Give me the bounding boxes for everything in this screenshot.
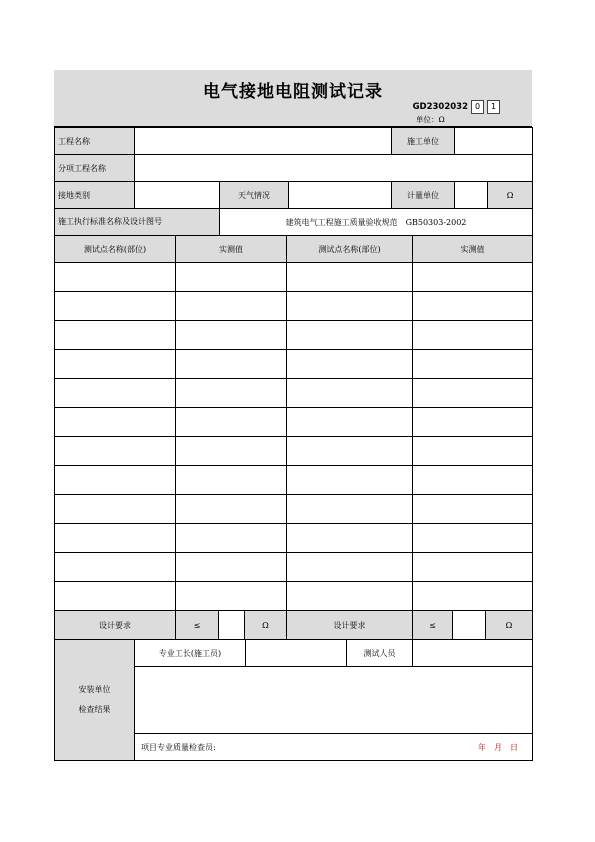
col-value-1: 实测值	[176, 236, 287, 263]
le-sign-1: ≤	[176, 611, 219, 640]
value-cell[interactable]	[176, 292, 287, 321]
value-cell[interactable]	[413, 466, 533, 495]
info-table	[54, 127, 533, 236]
table-row	[55, 379, 533, 408]
table-row	[55, 524, 533, 553]
section-label-line-2: 检查结果	[78, 705, 111, 714]
weather-field[interactable]	[289, 182, 392, 209]
value-cell[interactable]	[413, 292, 533, 321]
value-cell[interactable]	[176, 321, 287, 350]
design-table	[54, 610, 533, 640]
point-cell[interactable]	[55, 408, 176, 437]
contractor-label: 施工单位	[392, 128, 455, 155]
value-cell[interactable]	[176, 350, 287, 379]
point-cell[interactable]	[287, 495, 413, 524]
point-cell[interactable]	[287, 582, 413, 611]
col-value-2: 实测值	[413, 236, 533, 263]
point-cell[interactable]	[55, 495, 176, 524]
section-label-line-1: 安装单位	[78, 685, 111, 694]
value-cell[interactable]	[176, 263, 287, 292]
unit-label: 单位：Ω	[416, 115, 445, 124]
value-cell[interactable]	[413, 553, 533, 582]
point-cell[interactable]	[287, 408, 413, 437]
table-row	[55, 292, 533, 321]
ground-type-label: 接地类别	[55, 182, 135, 209]
value-cell[interactable]	[176, 379, 287, 408]
row-project	[55, 128, 533, 155]
row-ground	[55, 182, 533, 209]
sub-project-label: 分项工程名称	[55, 155, 135, 182]
form-sheet	[54, 70, 532, 761]
measure-table	[54, 235, 533, 611]
value-cell[interactable]	[413, 437, 533, 466]
table-row	[55, 437, 533, 466]
le-sign-2: ≤	[413, 611, 453, 640]
value-cell[interactable]	[413, 379, 533, 408]
table-row	[55, 263, 533, 292]
row-standard	[55, 209, 533, 236]
inspector-label: 项目专业质量检查员:	[141, 742, 216, 752]
form-code-row	[413, 101, 500, 113]
value-cell[interactable]	[176, 524, 287, 553]
value-cell[interactable]	[413, 350, 533, 379]
sub-project-field[interactable]	[135, 155, 533, 182]
point-cell[interactable]	[55, 379, 176, 408]
point-cell[interactable]	[287, 321, 413, 350]
foreman-field[interactable]	[246, 640, 347, 667]
tester-label: 测试人员	[347, 640, 413, 667]
value-cell[interactable]	[176, 408, 287, 437]
value-cell[interactable]	[413, 408, 533, 437]
code-box-2[interactable]: 1	[487, 100, 500, 114]
point-cell[interactable]	[55, 466, 176, 495]
inspection-section-label	[55, 640, 135, 761]
meter-unit-label: 计量单位	[392, 182, 455, 209]
standard-value[interactable]: 建筑电气工程施工质量验收规范 GB50303-2002	[220, 209, 533, 236]
design-row	[55, 611, 533, 640]
table-row	[55, 321, 533, 350]
value-cell[interactable]	[176, 582, 287, 611]
point-cell[interactable]	[55, 437, 176, 466]
point-cell[interactable]	[287, 553, 413, 582]
value-cell[interactable]	[413, 321, 533, 350]
weather-label: 天气情况	[220, 182, 289, 209]
ohm-unit-1: Ω	[245, 611, 287, 640]
tester-field[interactable]	[413, 640, 533, 667]
table-row	[55, 553, 533, 582]
inspection-result-field[interactable]	[135, 667, 533, 734]
inspection-table	[54, 639, 533, 761]
table-row	[55, 350, 533, 379]
foreman-label: 专业工长(施工员)	[135, 640, 246, 667]
point-cell[interactable]	[287, 350, 413, 379]
form-title: 电气接地电阻测试记录	[203, 82, 383, 102]
design-value-2[interactable]	[453, 611, 486, 640]
point-cell[interactable]	[287, 437, 413, 466]
value-cell[interactable]	[413, 524, 533, 553]
contractor-field[interactable]	[455, 128, 533, 155]
point-cell[interactable]	[55, 582, 176, 611]
value-cell[interactable]	[176, 495, 287, 524]
point-cell[interactable]	[287, 263, 413, 292]
project-name-label: 工程名称	[55, 128, 135, 155]
design-label-2: 设计要求	[287, 611, 413, 640]
measure-rows	[55, 263, 533, 611]
value-cell[interactable]	[176, 466, 287, 495]
point-cell[interactable]	[55, 263, 176, 292]
ground-type-field[interactable]	[135, 182, 220, 209]
table-row	[55, 495, 533, 524]
ohm-unit: Ω	[488, 182, 533, 209]
meter-unit-field[interactable]	[455, 182, 488, 209]
form-code: GD2302032	[412, 102, 468, 112]
point-cell[interactable]	[287, 466, 413, 495]
value-cell[interactable]	[413, 495, 533, 524]
value-cell[interactable]	[176, 437, 287, 466]
value-cell[interactable]	[176, 553, 287, 582]
col-point-name-1: 测试点名称(部位)	[55, 236, 176, 263]
point-cell[interactable]	[55, 321, 176, 350]
design-label-1: 设计要求	[55, 611, 176, 640]
point-cell[interactable]	[287, 379, 413, 408]
form-header	[54, 70, 532, 127]
value-cell[interactable]	[413, 582, 533, 611]
point-cell[interactable]	[55, 553, 176, 582]
row-sub-project	[55, 155, 533, 182]
table-row	[55, 582, 533, 611]
col-point-name-2: 测试点名称(部位)	[287, 236, 413, 263]
design-value-1[interactable]	[219, 611, 245, 640]
code-box-1[interactable]: 0	[471, 100, 484, 114]
point-cell[interactable]	[55, 350, 176, 379]
point-cell[interactable]	[287, 524, 413, 553]
point-cell[interactable]	[55, 292, 176, 321]
table-row	[55, 408, 533, 437]
inspection-row-1	[55, 640, 533, 667]
standard-label: 施工执行标准名称及设计图号	[55, 209, 220, 236]
inspector-row	[135, 734, 533, 761]
measure-header-row	[55, 236, 533, 263]
value-cell[interactable]	[413, 263, 533, 292]
table-row	[55, 466, 533, 495]
ohm-unit-2: Ω	[486, 611, 533, 640]
point-cell[interactable]	[287, 292, 413, 321]
point-cell[interactable]	[55, 524, 176, 553]
project-name-field[interactable]	[135, 128, 392, 155]
date-label: 年 月 日	[478, 742, 518, 752]
